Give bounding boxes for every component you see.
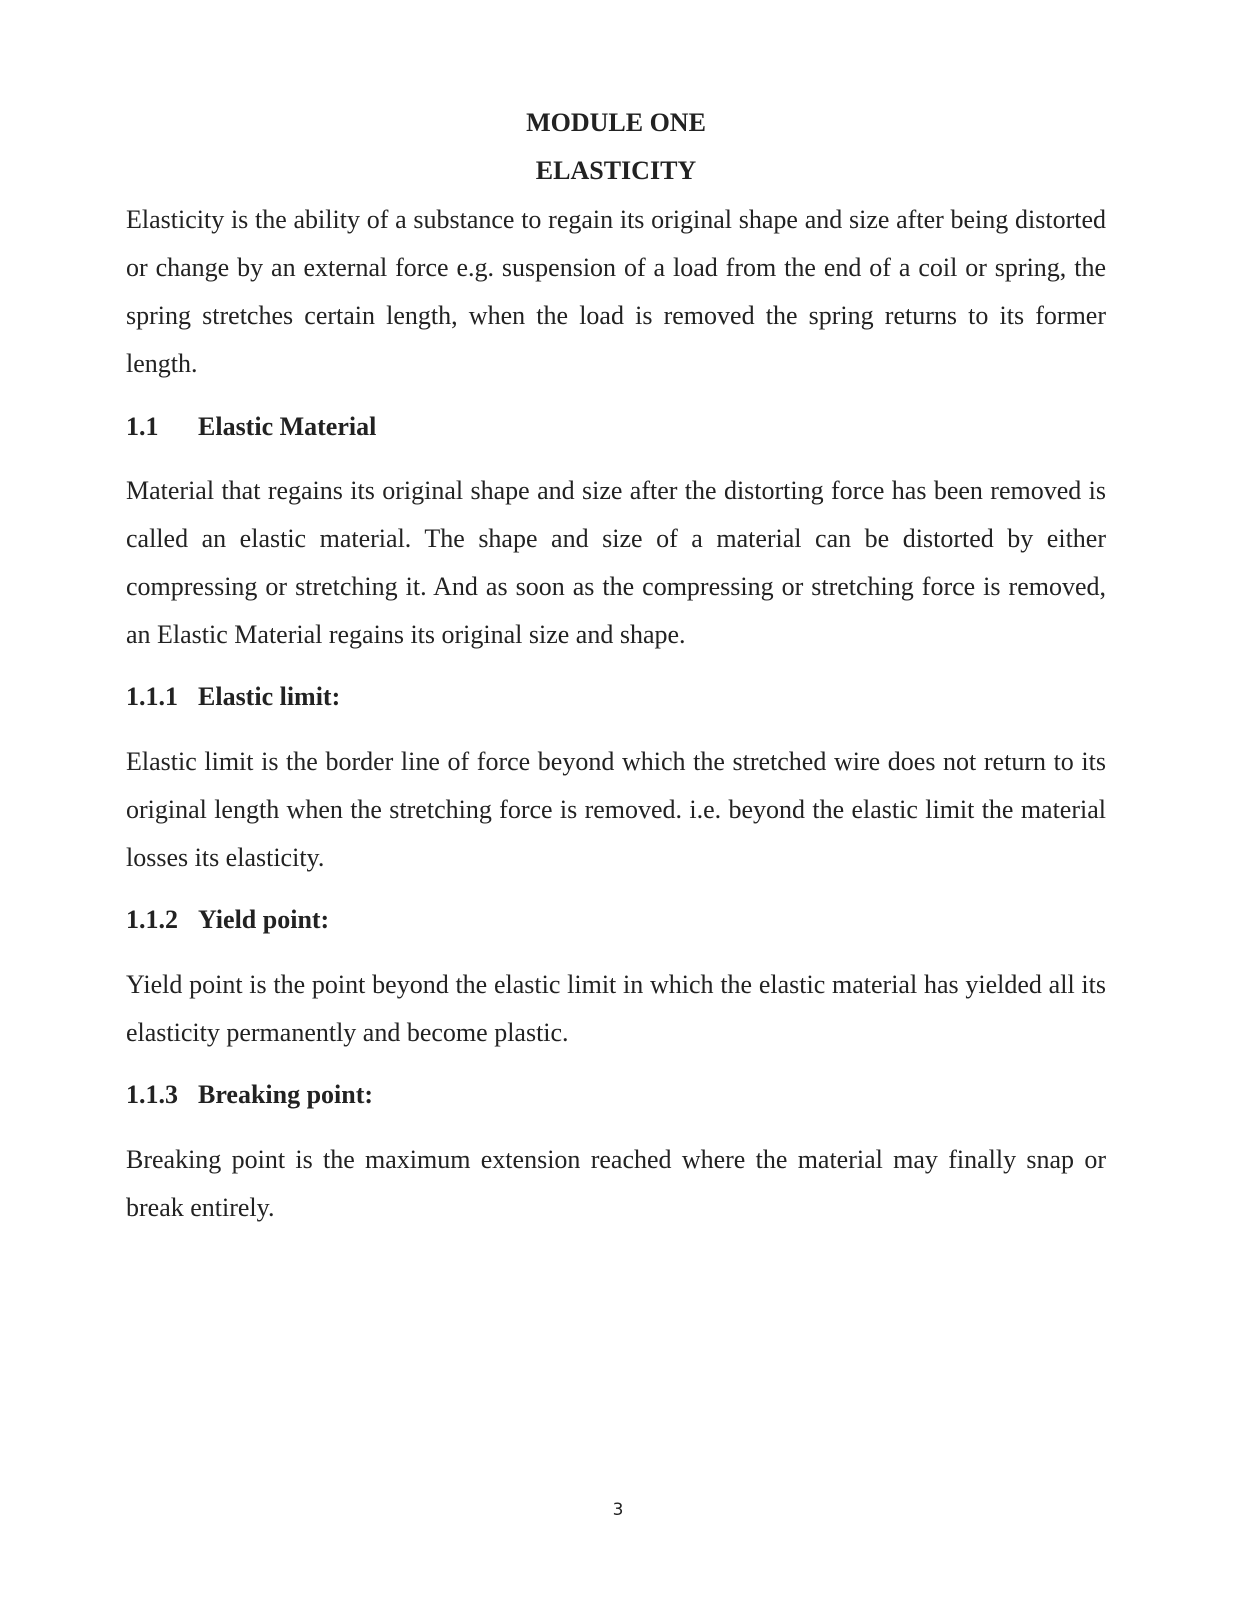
section-title: Breaking point:: [198, 1080, 374, 1109]
module-heading: MODULE ONE: [526, 108, 706, 137]
intro-paragraph: Elasticity is the ability of a substance to regain its original shape and size after being distorted or change by an external force e.g. suspension of a load from the end of a coil or spring, the spring stretches certain length, when the load is removed the spring returns to its former length.: [126, 205, 1106, 378]
section-title: Elastic limit:: [198, 682, 341, 711]
chapter-title: ELASTICITY: [535, 156, 697, 185]
section-title: Yield point:: [198, 905, 330, 934]
section-heading: [126, 412, 376, 442]
section-number: 1.1: [126, 412, 159, 441]
section-paragraph: Elastic limit is the border line of force beyond which the stretched wire does not return to its original length when the stretching force is removed. i.e. beyond the elastic limit the material losses its elasticity.: [126, 747, 1106, 872]
section-title: Elastic Material: [198, 412, 377, 441]
page-number: 3: [612, 1500, 624, 1520]
section-number: 1.1.1: [126, 682, 178, 711]
section-heading: [126, 682, 340, 712]
section-paragraph: Yield point is the point beyond the elastic limit in which the elastic material has yielded all its elasticity permanently and become plastic.: [126, 970, 1106, 1047]
section-heading: [126, 1080, 373, 1110]
section-paragraph: Material that regains its original shape and size after the distorting force has been removed is called an elastic material. The shape and size of a material can be distorted by either compressing or stretching it. And as soon as the compressing or stretching force is removed, an Elastic Material regains its original size and shape.: [126, 476, 1106, 649]
section-number: 1.1.3: [126, 1080, 178, 1109]
section-paragraph: Breaking point is the maximum extension reached where the material may finally snap or break entirely.: [126, 1145, 1106, 1222]
section-heading: [126, 905, 329, 935]
section-number: 1.1.2: [126, 905, 178, 934]
